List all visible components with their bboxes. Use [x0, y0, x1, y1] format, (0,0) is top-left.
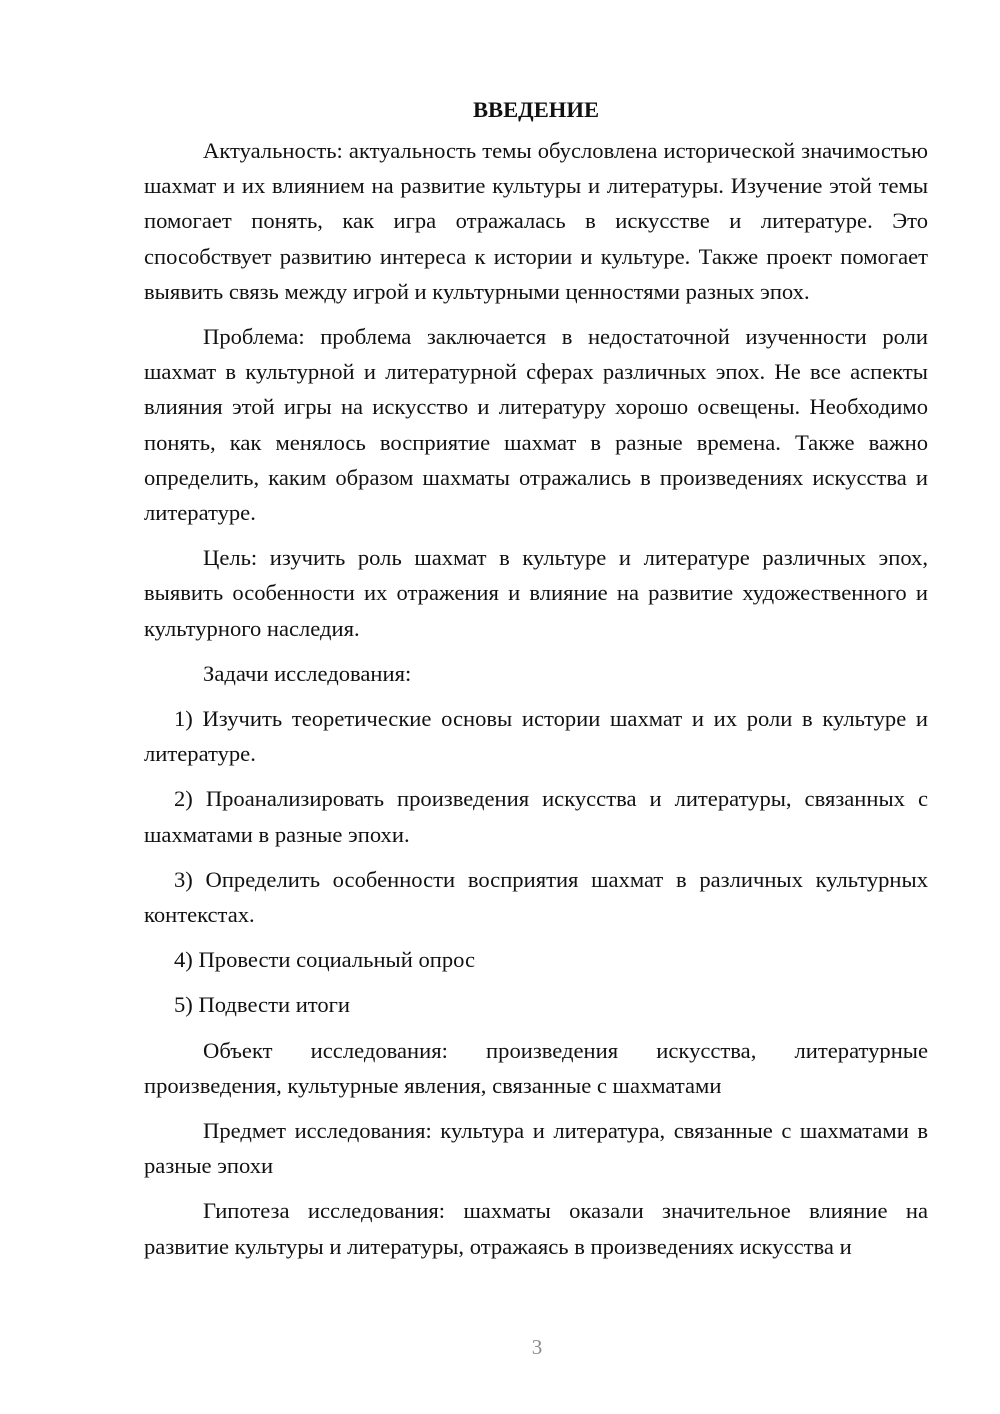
page-body [144, 92, 928, 1264]
relevance-paragraph: Актуальность: актуальность темы обусловлена исторической значимостью шахмат и их влиянием на развитие культуры и литературы. Изучение этой темы помогает понять, как игра отражалась в искусстве и литературе. Это способствует развитию интереса к истории и культуре. Также проект помогает выявить связь между игрой и культурными ценностями разных эпох. [144, 138, 928, 304]
tasks-heading: Задачи исследования: [203, 660, 412, 686]
task-item-4: 4) Провести социальный опрос [174, 947, 476, 973]
hypothesis-paragraph: Гипотеза исследования: шахматы оказали значительное влияние на развитие культуры и литературы, отражаясь в произведениях искусства и [144, 1198, 928, 1259]
goal-paragraph: Цель: изучить роль шахмат в культуре и литературе различных эпох, выявить особенности их отражения и влияние на развитие художественного и культурного наследия. [144, 545, 928, 641]
task-item-1: 1) Изучить теоретические основы истории шахмат и их роли в культуре и литературе. [144, 706, 928, 767]
page-title: ВВЕДЕНИЕ [472, 97, 600, 122]
task-item-2: 2) Проанализировать произведения искусства и литературы, связанных с шахматами в разные эпохи. [144, 786, 928, 847]
task-item-5: 5) Подвести итоги [174, 992, 351, 1018]
task-item-3: 3) Определить особенности восприятия шахмат в различных культурных контекстах. [144, 866, 928, 928]
problem-paragraph: Проблема: проблема заключается в недостаточной изученности роли шахмат в культурной и литературной сферах различных эпох. Не все аспекты влияния этой игры на искусство и литературу хорошо освещены. Необходимо понять, как менялось восприятие шахмат в разные времена. Также важно определить, каким образом шахматы отражались в произведениях искусства и литературе. [144, 324, 928, 526]
subject-paragraph: Предмет исследования: культура и литература, связанные с шахматами в разные эпохи [144, 1118, 928, 1179]
page-number: 3 [531, 1335, 543, 1359]
object-paragraph: Объект исследования: произведения искусства, литературные произведения, культурные явления, связанные с шахматами [144, 1037, 928, 1098]
